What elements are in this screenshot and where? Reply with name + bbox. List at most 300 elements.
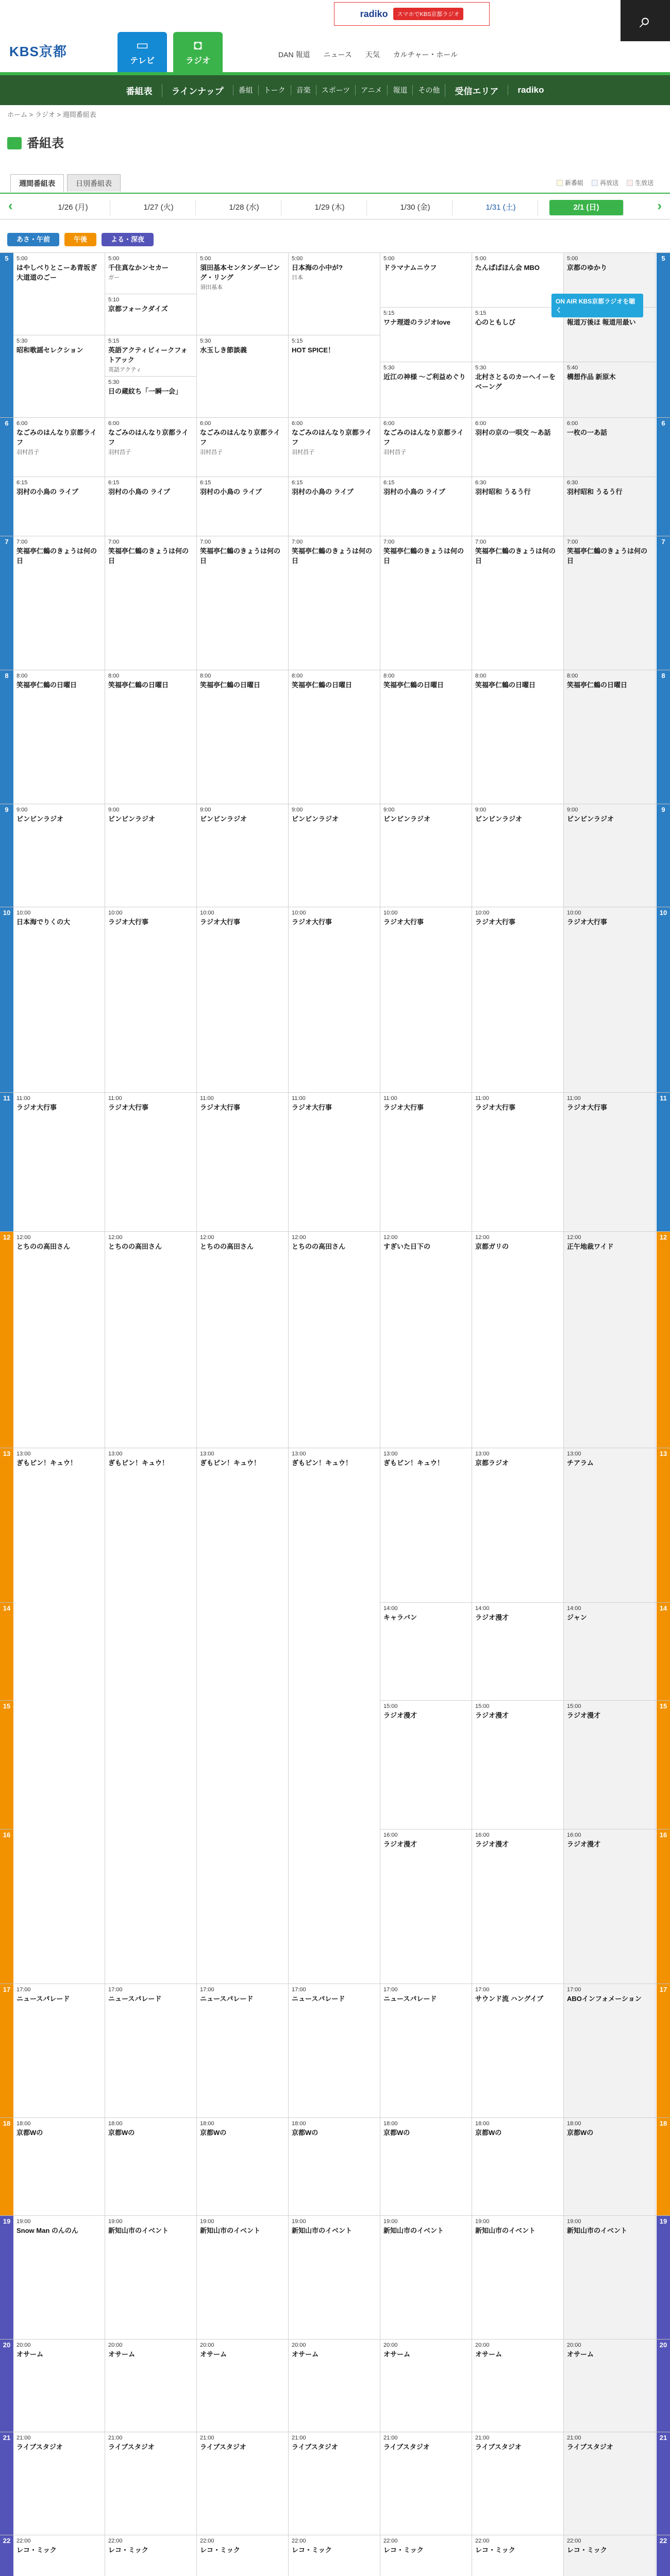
program-cell[interactable]: [13, 804, 105, 907]
program-time: 8:00: [200, 673, 211, 679]
program-title: ビンビンラジオ: [567, 815, 614, 823]
program-cell[interactable]: [105, 2117, 196, 2215]
program-cell[interactable]: [472, 252, 563, 307]
program-cell[interactable]: [472, 1231, 563, 1448]
program-time: 13:00: [383, 1451, 398, 1457]
program-cell[interactable]: [13, 2117, 105, 2215]
hour-block: [0, 670, 670, 804]
program-time: 5:00: [108, 256, 120, 262]
program-cell[interactable]: [105, 2215, 196, 2339]
program-cell[interactable]: [105, 1231, 196, 1448]
topnav-item[interactable]: DAN 報道: [278, 50, 310, 59]
program-cell[interactable]: [13, 252, 105, 335]
date-tab[interactable]: 1/27 (火): [122, 200, 196, 215]
program-cell[interactable]: [197, 1984, 288, 2117]
program-cell[interactable]: [472, 362, 563, 416]
search-button[interactable]: [621, 0, 670, 41]
program-cell[interactable]: [197, 2339, 288, 2432]
next-week-arrow-icon[interactable]: ›: [657, 198, 662, 213]
site-logo[interactable]: KBS京都: [9, 44, 67, 59]
program-title: 羽村の小鳥の ライブ: [292, 487, 354, 496]
day-column: [13, 1984, 105, 2117]
gnav-item[interactable]: アニメ: [355, 85, 387, 95]
program-title: 京都Wの: [292, 2128, 319, 2137]
program-title: ラジオ大行事: [475, 918, 516, 926]
hour-label: 7: [0, 536, 13, 670]
date-tab[interactable]: 1/31 (土): [464, 200, 538, 215]
hour-label: 5: [0, 252, 13, 417]
program-time: 6:30: [475, 480, 487, 486]
program-cell[interactable]: [380, 2117, 472, 2215]
program-cell[interactable]: [197, 536, 288, 670]
program-cell[interactable]: [289, 1984, 380, 2117]
program-cell[interactable]: [472, 804, 563, 907]
program-cell[interactable]: [197, 477, 288, 536]
tab-daily[interactable]: 日別番組表: [67, 174, 121, 192]
program-cell[interactable]: [564, 670, 655, 804]
program-cell[interactable]: [289, 670, 380, 804]
day-column: [564, 1448, 656, 1602]
program-cell[interactable]: [472, 1092, 563, 1231]
program-cell[interactable]: [472, 2432, 563, 2535]
day-column: [564, 1984, 656, 2117]
day-column: [564, 804, 656, 907]
program-cell[interactable]: [472, 477, 563, 536]
program-cell[interactable]: [380, 1829, 472, 1984]
program-cell[interactable]: [105, 907, 196, 1092]
program-cell[interactable]: [13, 536, 105, 670]
day-column: [472, 1984, 564, 2117]
filter-morning[interactable]: あさ・午前: [7, 233, 59, 246]
program-title: ワナ理遊のラジオlove: [383, 318, 451, 326]
program-cell[interactable]: [564, 1984, 655, 2117]
program-cell[interactable]: [380, 1092, 472, 1231]
radio-mode-button[interactable]: [173, 32, 223, 72]
tv-mode-button[interactable]: [118, 32, 167, 72]
program-title: 新知山市のイベント: [200, 2226, 261, 2234]
program-title: ビンビンラジオ: [292, 815, 339, 823]
program-cell[interactable]: [197, 804, 288, 907]
program-cell[interactable]: [197, 2117, 288, 2215]
topnav-item[interactable]: 天気: [365, 50, 380, 59]
program-cell[interactable]: [105, 1984, 196, 2117]
program-time: 17:00: [16, 1987, 31, 1993]
day-column: [105, 670, 197, 804]
program-cell[interactable]: [472, 907, 563, 1092]
program-cell[interactable]: [380, 362, 472, 416]
day-column: [564, 907, 656, 1092]
program-time: 6:30: [567, 480, 578, 486]
program-title: ニュースパレード: [16, 1994, 70, 2003]
program-cell[interactable]: [472, 1700, 563, 1829]
gnav-item[interactable]: 番組表: [126, 86, 153, 96]
program-cell[interactable]: [105, 2432, 196, 2535]
program-cell[interactable]: [564, 907, 655, 1092]
program-time: 18:00: [200, 2121, 214, 2127]
program-time: 18:00: [383, 2121, 398, 2127]
program-time: 13:00: [475, 1451, 490, 1457]
program-cell[interactable]: [380, 477, 472, 536]
hour-block: [0, 1700, 670, 1829]
program-time: 21:00: [292, 2435, 306, 2441]
program-cell[interactable]: [564, 1829, 655, 1984]
day-column: [13, 1829, 105, 1984]
program-cell[interactable]: [13, 670, 105, 804]
program-cell[interactable]: [564, 2535, 655, 2576]
hour-block: [0, 1602, 670, 1700]
program-cell[interactable]: [289, 804, 380, 907]
day-column: [472, 2535, 564, 2576]
program-title: 京都Wの: [383, 2128, 410, 2137]
topnav-item[interactable]: ニュース: [323, 50, 352, 59]
program-time: 15:00: [475, 1703, 490, 1709]
breadcrumb[interactable]: ホーム > ラジオ > 週間番組表: [7, 111, 96, 118]
program-cell[interactable]: [289, 2535, 380, 2576]
program-title: 報道万後ほ 報道用最い: [567, 318, 636, 326]
program-cell[interactable]: [289, 252, 380, 335]
filter-afternoon[interactable]: 午後: [64, 233, 96, 246]
program-cell[interactable]: [564, 477, 655, 536]
program-cell[interactable]: [105, 2339, 196, 2432]
program-title: 日本海でりくの大: [16, 918, 71, 926]
program-time: 6:15: [200, 480, 211, 486]
day-column: [564, 2432, 656, 2535]
program-cell[interactable]: [380, 2215, 472, 2339]
program-cell[interactable]: [13, 417, 105, 477]
program-cell[interactable]: [380, 536, 472, 670]
program-title: 京都Wの: [16, 2128, 43, 2137]
program-cell[interactable]: [472, 307, 563, 362]
hour-label: 16: [657, 1829, 670, 1984]
program-title: とちのの高田さん: [16, 1242, 71, 1250]
program-time: 9:00: [383, 807, 395, 813]
program-host: 羽村昌子: [16, 449, 39, 455]
program-cell[interactable]: [564, 536, 655, 670]
program-cell[interactable]: [105, 1092, 196, 1231]
program-cell[interactable]: [472, 2117, 563, 2215]
program-title: ラジオ漫才: [475, 1840, 509, 1848]
program-title: ぎもピン！キュウ！: [292, 1459, 353, 1467]
program-cell[interactable]: [472, 1829, 563, 1984]
program-cell[interactable]: [13, 477, 105, 536]
program-title: 笑福亭仁鶴のきょうは何の日: [292, 547, 373, 565]
date-tab[interactable]: 1/30 (金): [378, 200, 453, 215]
program-cell[interactable]: [13, 2432, 105, 2535]
program-cell[interactable]: [13, 1984, 105, 2117]
program-cell[interactable]: [564, 1231, 655, 1448]
program-cell[interactable]: [564, 417, 655, 477]
program-cell[interactable]: [197, 1092, 288, 1231]
program-time: 16:00: [567, 1832, 581, 1838]
program-cell[interactable]: [197, 907, 288, 1092]
program-cell[interactable]: [380, 1231, 472, 1448]
global-navigation: [0, 72, 670, 105]
program-title: 新知山市のイベント: [567, 2226, 628, 2234]
tab-weekly[interactable]: 週間番組表: [10, 174, 64, 192]
program-cell[interactable]: [197, 2215, 288, 2339]
program-cell[interactable]: [380, 252, 472, 307]
program-cell[interactable]: [564, 362, 655, 416]
hour-label: 10: [657, 907, 670, 1092]
program-cell[interactable]: [105, 417, 196, 477]
program-time: 8:00: [383, 673, 395, 679]
day-column: [564, 1231, 656, 1448]
day-column: [380, 1092, 472, 1231]
program-cell[interactable]: [197, 1448, 288, 1602]
program-cell[interactable]: [380, 1602, 472, 1700]
program-cell[interactable]: [380, 2432, 472, 2535]
program-time: 19:00: [475, 2218, 490, 2225]
program-cell[interactable]: [13, 907, 105, 1092]
program-title: ライブスタジオ: [475, 2443, 522, 2451]
program-cell[interactable]: [380, 907, 472, 1092]
program-time: 10:00: [567, 910, 581, 916]
day-column: [380, 1829, 472, 1984]
program-time: 8:00: [475, 673, 487, 679]
day-column: [472, 2339, 564, 2432]
program-cell[interactable]: [564, 2339, 655, 2432]
day-column: [289, 417, 380, 536]
program-time: 21:00: [475, 2435, 490, 2441]
hour-block: [0, 804, 670, 907]
top-navigation: [278, 49, 458, 60]
day-column: [105, 1602, 197, 1700]
program-cell[interactable]: [564, 1092, 655, 1231]
program-cell[interactable]: [380, 307, 472, 362]
gnav-item[interactable]: 受信エリア: [445, 84, 508, 97]
day-column: [197, 1829, 289, 1984]
program-cell[interactable]: [380, 804, 472, 907]
program-cell[interactable]: [105, 1448, 196, 1602]
program-title: とちのの高田さん: [200, 1242, 254, 1250]
program-time: 6:15: [16, 480, 28, 486]
day-column: [105, 1829, 197, 1984]
program-cell[interactable]: [105, 477, 196, 536]
gnav-item[interactable]: 報道: [387, 85, 412, 95]
program-title: 新知山市のイベント: [292, 2226, 353, 2234]
program-title: ライブスタジオ: [200, 2443, 246, 2451]
program-time: 20:00: [108, 2342, 123, 2348]
hour-label: 20: [657, 2339, 670, 2432]
program-cell[interactable]: [564, 804, 655, 907]
program-cell[interactable]: [380, 2339, 472, 2432]
program-title: ラジオ漫才: [567, 1711, 601, 1719]
program-cell[interactable]: [472, 2215, 563, 2339]
hour-block: [0, 252, 670, 417]
program-cell[interactable]: [197, 417, 288, 477]
program-cell[interactable]: [105, 376, 196, 417]
program-time: 5:30: [108, 379, 120, 385]
program-title: ラジオ大行事: [200, 918, 241, 926]
program-cell[interactable]: [564, 2117, 655, 2215]
program-cell[interactable]: [289, 1448, 380, 1602]
program-title: 千住真なかンセカー: [108, 263, 169, 272]
program-cell[interactable]: [289, 335, 380, 417]
program-title: 構想作品 新原木: [567, 372, 616, 381]
program-cell[interactable]: [197, 252, 288, 335]
program-time: 6:00: [383, 420, 395, 427]
program-title: 羽村の京の一唄交 ～あ話: [475, 428, 551, 436]
program-cell[interactable]: [289, 477, 380, 536]
on-air-button[interactable]: ON AIR KBS京都ラジオを聴く: [551, 294, 643, 317]
program-cell[interactable]: [105, 294, 196, 335]
search-icon: ⌕: [639, 9, 651, 32]
program-cell[interactable]: [289, 536, 380, 670]
program-title: サウンド流 ハングイブ: [475, 1994, 544, 2003]
program-grid: [0, 252, 670, 2576]
program-cell[interactable]: [564, 1448, 655, 1602]
program-cell[interactable]: [197, 2432, 288, 2535]
gnav-item[interactable]: 番組: [233, 85, 258, 95]
program-cell[interactable]: [472, 1602, 563, 1700]
day-column: [472, 2117, 564, 2215]
day-column: [197, 804, 289, 907]
date-tab[interactable]: 1/28 (水): [207, 200, 281, 215]
gnav-item[interactable]: その他: [412, 85, 445, 95]
date-tab[interactable]: 2/1 (日): [549, 200, 624, 215]
program-time: 11:00: [200, 1095, 214, 1101]
program-title: なごみのはんなり京都ライフ: [200, 428, 280, 446]
program-title: 京都Wの: [567, 2128, 594, 2137]
prev-week-arrow-icon[interactable]: ‹: [8, 198, 13, 213]
hour-label: 10: [0, 907, 13, 1092]
program-cell[interactable]: [380, 670, 472, 804]
gnav-item[interactable]: スポーツ: [316, 85, 355, 95]
hour-label: 5: [657, 252, 670, 417]
program-cell[interactable]: [380, 2535, 472, 2576]
program-time: 5:00: [383, 256, 395, 262]
program-time: 18:00: [108, 2121, 123, 2127]
day-column: [472, 1092, 564, 1231]
program-cell[interactable]: [472, 2535, 563, 2576]
radiko-banner[interactable]: [334, 2, 490, 26]
program-title: 笑福亭仁鶴のきょうは何の日: [108, 547, 189, 565]
program-cell[interactable]: [564, 2432, 655, 2535]
program-cell[interactable]: [13, 335, 105, 417]
program-cell[interactable]: [472, 536, 563, 670]
day-column: [197, 907, 289, 1092]
program-cell[interactable]: [105, 252, 196, 294]
day-column: [564, 417, 656, 536]
program-cell[interactable]: [289, 907, 380, 1092]
day-column: [13, 1092, 105, 1231]
date-tab[interactable]: 1/29 (木): [293, 200, 367, 215]
hour-label: 15: [657, 1700, 670, 1829]
program-title: ニュースパレード: [200, 1994, 254, 2003]
program-cell[interactable]: [289, 1231, 380, 1448]
program-title: 笑福亭仁鶴の日曜日: [200, 681, 261, 689]
program-cell[interactable]: [105, 670, 196, 804]
hour-label: 8: [657, 670, 670, 804]
day-column: [13, 1448, 105, 1602]
program-cell[interactable]: [289, 1092, 380, 1231]
program-cell[interactable]: [380, 417, 472, 477]
filter-night[interactable]: よる・深夜: [102, 233, 154, 246]
program-cell[interactable]: [289, 417, 380, 477]
program-title: 昭和歌謡セレクション: [16, 346, 83, 354]
program-time: 5:10: [108, 297, 120, 303]
program-time: 8:00: [567, 673, 578, 679]
day-column: [472, 1700, 564, 1829]
program-cell[interactable]: [105, 2535, 196, 2576]
legend-new: 新番組: [557, 178, 583, 187]
gnav-item[interactable]: 音楽: [291, 85, 316, 95]
program-time: 9:00: [200, 807, 211, 813]
day-column: [197, 2339, 289, 2432]
program-cell[interactable]: [197, 2535, 288, 2576]
program-title: 京都Wの: [200, 2128, 227, 2137]
program-cell[interactable]: [472, 1448, 563, 1602]
program-cell[interactable]: [105, 335, 196, 376]
program-cell[interactable]: [472, 670, 563, 804]
program-title: 日の蔵紋ち「一瞬一会」: [108, 387, 182, 395]
program-cell[interactable]: [564, 2215, 655, 2339]
program-cell[interactable]: [289, 2432, 380, 2535]
program-time: 17:00: [200, 1987, 214, 1993]
program-cell[interactable]: [13, 1231, 105, 1448]
program-cell[interactable]: [13, 2535, 105, 2576]
program-cell[interactable]: [197, 1231, 288, 1448]
hour-label: 11: [657, 1092, 670, 1231]
program-cell[interactable]: [105, 804, 196, 907]
program-time: 13:00: [108, 1451, 123, 1457]
program-cell[interactable]: [564, 1700, 655, 1829]
day-column: [472, 1231, 564, 1448]
program-cell[interactable]: [472, 417, 563, 477]
day-column: [472, 252, 564, 417]
program-title: レコ・ミック: [16, 2546, 57, 2554]
program-title: レコ・ミック: [200, 2546, 240, 2554]
day-column: [105, 252, 197, 417]
program-time: 22:00: [475, 2538, 490, 2544]
program-cell[interactable]: [380, 1984, 472, 2117]
day-column: [197, 2117, 289, 2215]
program-cell[interactable]: [197, 335, 288, 417]
program-host: 羽村昌子: [292, 449, 314, 455]
program-title: ニュースパレード: [108, 1994, 162, 2003]
program-cell[interactable]: [197, 670, 288, 804]
program-cell[interactable]: [289, 2339, 380, 2432]
program-cell[interactable]: [472, 2339, 563, 2432]
program-cell[interactable]: [105, 536, 196, 670]
gnav-item[interactable]: トーク: [258, 85, 291, 95]
program-time: 11:00: [292, 1095, 306, 1101]
program-title: ラジオ漫才: [567, 1840, 601, 1848]
program-title: 新知山市のイベント: [475, 2226, 536, 2234]
program-cell[interactable]: [564, 1602, 655, 1700]
date-tab[interactable]: 1/26 (月): [36, 200, 110, 215]
hour-label: 17: [657, 1984, 670, 2117]
topnav-item[interactable]: カルチャー・ホール: [393, 50, 458, 59]
program-cell[interactable]: [13, 2339, 105, 2432]
program-cell[interactable]: [13, 1448, 105, 1602]
program-cell[interactable]: [13, 2215, 105, 2339]
program-cell[interactable]: [472, 1984, 563, 2117]
program-cell[interactable]: [380, 1700, 472, 1829]
day-column: [13, 1602, 105, 1700]
program-cell[interactable]: [289, 2215, 380, 2339]
program-guide-icon: [7, 137, 22, 149]
day-column: [564, 1092, 656, 1231]
gnav-item[interactable]: ラインナップ: [162, 84, 233, 97]
program-cell[interactable]: [13, 1092, 105, 1231]
day-column: [289, 536, 380, 670]
program-title: チアラム: [567, 1459, 594, 1467]
gnav-item[interactable]: radiko: [508, 85, 553, 95]
program-cell[interactable]: [380, 1448, 472, 1602]
program-cell[interactable]: [289, 2117, 380, 2215]
program-title: ライブスタジオ: [16, 2443, 63, 2451]
